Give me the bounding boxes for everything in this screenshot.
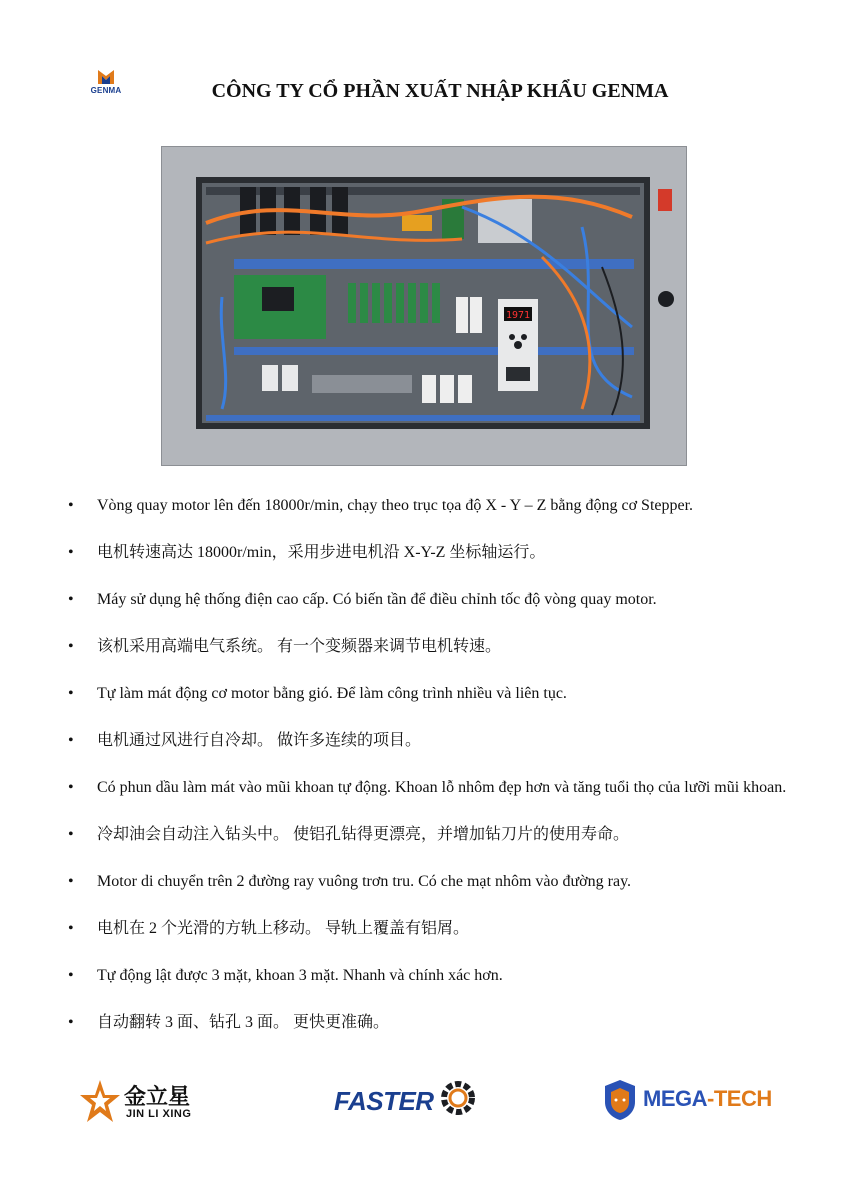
- list-item: • 该机采用高端电气系统。 有一个变频器来调节电机转速。: [62, 637, 792, 657]
- list-item: • Tự động lật được 3 mặt, khoan 3 mặt. Nhanh và chính xác hơn.: [62, 966, 792, 986]
- star-icon: [80, 1078, 120, 1126]
- lion-shield-icon: [603, 1078, 637, 1122]
- list-item: • 自动翻转 3 面、钻孔 3 面。 更快更准确。: [62, 1013, 792, 1033]
- control-cabinet-photo: [161, 146, 687, 466]
- list-item: • 电机在 2 个光滑的方轨上移动。 导轨上覆盖有铝屑。: [62, 919, 792, 939]
- jinlixing-en: JIN LI XING: [126, 1108, 192, 1120]
- page-header: [0, 60, 848, 120]
- list-item: • 电机通过风进行自冷却。 做许多连续的项目。: [62, 731, 792, 751]
- megatech-wordmark: [643, 1086, 772, 1112]
- list-item: • Máy sử dụng hệ thống điện cao cấp. Có biến tần để điều chỉnh tốc độ vòng quay motor.: [62, 590, 792, 610]
- list-item: • 电机转速高达 18000r/min，采用步进电机沿 X-Y-Z 坐标轴运行。: [62, 543, 792, 563]
- genma-logo-icon: [96, 68, 116, 86]
- list-item: • 冷却油会自动注入钻头中。 使铝孔钻得更漂亮，并增加钻刀片的使用寿命。: [62, 825, 792, 845]
- jinlixing-cn: 金立星: [124, 1085, 191, 1110]
- genma-logo-text: GENMA: [90, 86, 122, 95]
- faster-wordmark: FASTER: [334, 1086, 434, 1116]
- inverter-display-reading: 1971: [505, 310, 531, 321]
- faster-logo: [334, 1074, 484, 1130]
- jinlixing-logo: [80, 1074, 210, 1130]
- list-item: • Có phun dầu làm mát vào mũi khoan tự động. Khoan lỗ nhôm đẹp hơn và tăng tuổi thọ của lưỡi mũi khoan.: [62, 778, 792, 798]
- megatech-wordmark-mega: MEGA: [643, 1086, 707, 1111]
- list-item: • Motor di chuyển trên 2 đường ray vuông trơn tru. Có che mạt nhôm vào đường ray.: [62, 872, 792, 892]
- megatech-logo: [603, 1074, 773, 1130]
- genma-logo: [82, 68, 130, 104]
- gear-icon: [438, 1078, 478, 1118]
- megatech-wordmark-tech: -TECH: [707, 1086, 772, 1111]
- list-item: • Tự làm mát động cơ motor bằng gió. Để làm công trình nhiều và liên tục.: [62, 684, 792, 704]
- list-item: • Vòng quay motor lên đến 18000r/min, chạy theo trục tọa độ X - Y – Z bằng động cơ Stepper.: [62, 496, 792, 516]
- feature-list: [62, 496, 792, 1033]
- page-title: CÔNG TY CỔ PHẦN XUẤT NHẬP KHẨU GENMA: [211, 80, 669, 102]
- partner-logos: [0, 1074, 848, 1134]
